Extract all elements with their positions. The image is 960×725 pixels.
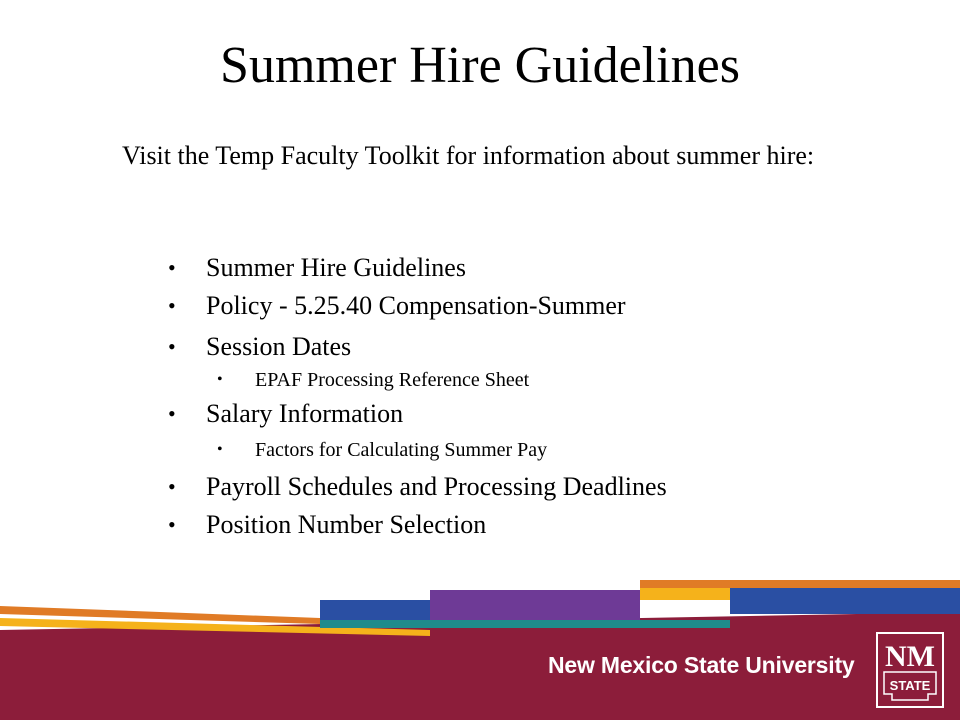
bullet-item[interactable] xyxy=(168,289,626,323)
bullet-icon: • xyxy=(168,293,176,318)
logo-nm-text: NM xyxy=(885,640,935,673)
bullet-item[interactable] xyxy=(168,330,352,364)
university-name: New Mexico State University xyxy=(548,652,855,678)
bullet-icon: • xyxy=(168,401,176,426)
bullet-icon: • xyxy=(168,334,176,359)
bullet-item[interactable] xyxy=(168,508,487,542)
footer-stripes-graphic xyxy=(0,570,960,720)
footer-band xyxy=(0,570,960,720)
bullet-text: Salary Information xyxy=(206,399,404,428)
logo-state-text: STATE xyxy=(889,678,931,693)
sub-bullet-item[interactable] xyxy=(217,366,530,394)
bullet-text: Payroll Schedules and Processing Deadlines xyxy=(206,472,667,501)
bullet-item[interactable] xyxy=(168,251,466,285)
bullet-icon: • xyxy=(168,255,176,280)
bullet-icon: • xyxy=(168,512,176,537)
bullet-text: Summer Hire Guidelines xyxy=(206,253,466,282)
bullet-text: Factors for Calculating Summer Pay xyxy=(255,439,548,461)
bullet-icon: • xyxy=(168,474,176,499)
bullet-item[interactable] xyxy=(168,470,667,504)
slide-title: Summer Hire Guidelines xyxy=(220,37,740,94)
bullet-item[interactable] xyxy=(168,397,404,431)
bullet-text: Session Dates xyxy=(206,332,352,361)
bullet-icon: • xyxy=(217,441,223,458)
bullet-text: EPAF Processing Reference Sheet xyxy=(255,369,530,391)
nmsu-logo xyxy=(876,632,944,708)
bullet-icon: • xyxy=(217,371,223,388)
intro-text: Visit the Temp Faculty Toolkit for information about summer hire: xyxy=(122,141,815,170)
sub-bullet-item[interactable] xyxy=(217,436,548,464)
bullet-text: Position Number Selection xyxy=(206,510,487,539)
bullet-text: Policy - 5.25.40 Compensation-Summer xyxy=(206,291,626,320)
